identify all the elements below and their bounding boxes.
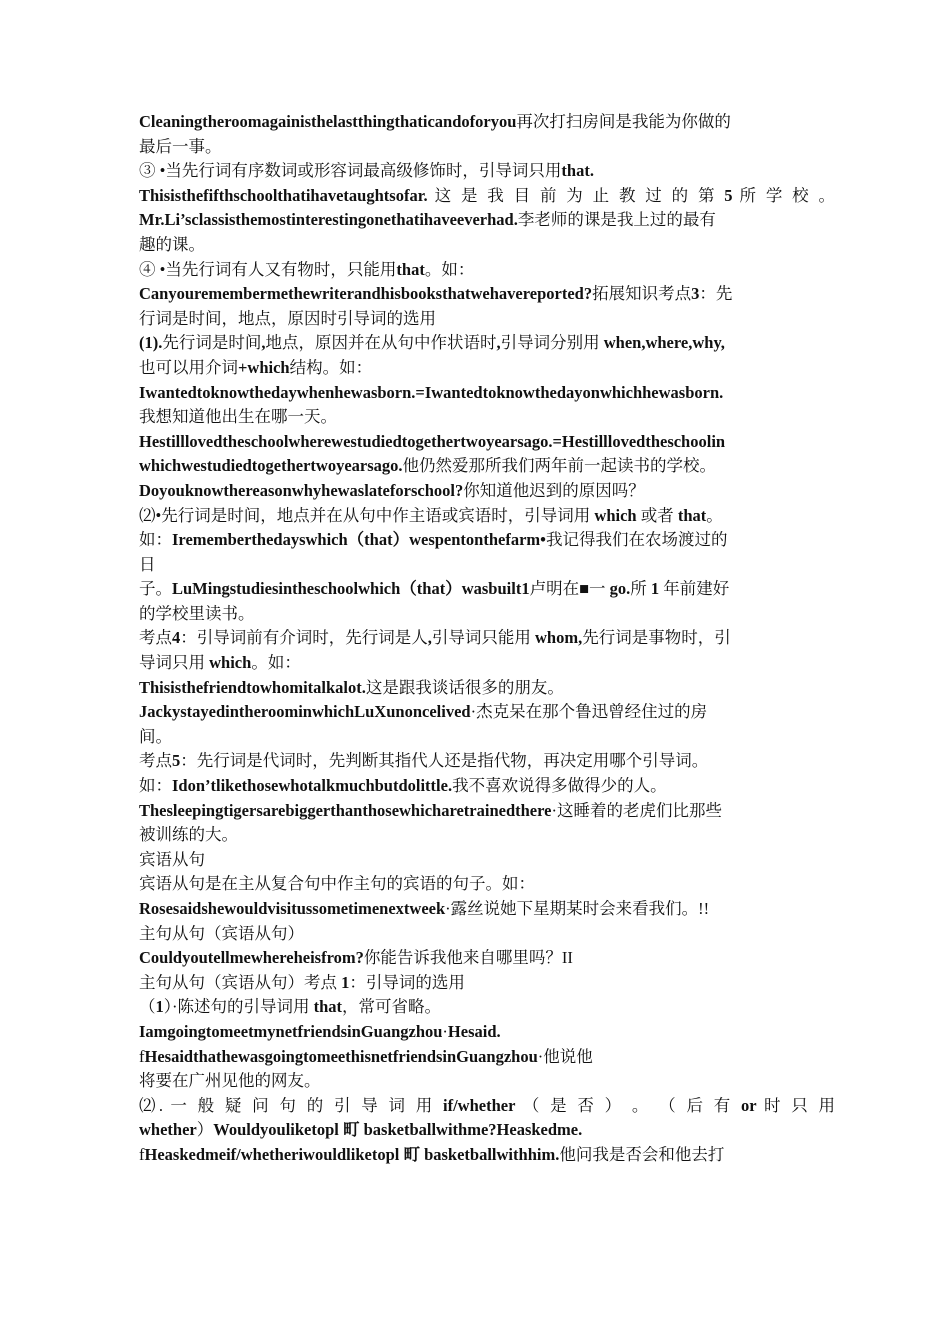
chinese-text: （ [139, 997, 156, 1017]
english-text: (1). [139, 333, 163, 353]
text-line [139, 454, 835, 479]
english-text: IamgoingtomeetmynetfriendsinGuangzhou [139, 1021, 443, 1041]
english-text: whether [139, 1120, 197, 1140]
english-text: whom, [530, 628, 583, 648]
chinese-text: 宾语从句是在主从复合句中作主句的宾语的句子。如： [139, 874, 535, 894]
chinese-text: 行词是时间，地点，原因时引导词的选用 [139, 308, 436, 328]
chinese-text: 拓展知识考点 [592, 284, 692, 304]
chinese-text: 考点 [139, 628, 172, 648]
text-line [139, 307, 835, 332]
english-text: go. [605, 579, 631, 599]
english-text: or [740, 1095, 757, 1115]
text-line [139, 135, 835, 160]
english-text: LuMingstudiesintheschoolwhich（that）wasbuilt1 [172, 579, 530, 599]
text-line [139, 799, 835, 824]
english-text: 5 [724, 185, 733, 205]
text-line [139, 774, 835, 799]
english-text: +which [238, 357, 290, 377]
chinese-text: ④ •当先行词有人又有物时，只能用 [139, 259, 397, 279]
chinese-text: 或者 [636, 505, 678, 525]
text-line [139, 233, 835, 258]
chinese-text: 所 学 校 。 [732, 185, 836, 205]
english-text: 1 [337, 972, 350, 992]
chinese-text: 如： [139, 776, 172, 796]
text-line [139, 184, 835, 209]
chinese-text: 卢明在■一 [529, 579, 606, 599]
english-text: Doyouknowthereasonwhyhewaslateforschool? [139, 480, 464, 500]
chinese-text: 。如： [424, 259, 475, 279]
text-line [139, 479, 835, 504]
english-text: Canyouremembermethewriterandhisbooksthatwehavereported? [139, 284, 593, 304]
english-text: JackystayedintheroominwhichLuXunoncelived [139, 702, 471, 722]
english-text: 1 [155, 997, 164, 1017]
chinese-text: · [442, 1021, 448, 1041]
english-text: Wouldyouliketopl 町 basketballwithme?Heaskedme. [213, 1120, 583, 1140]
text-line [139, 971, 835, 996]
text-line [139, 897, 835, 922]
english-text: 5 [172, 751, 181, 771]
chinese-text: 你知道他迟到的原因吗？ [463, 480, 645, 500]
chinese-text: 他仍然爱那所我们两年前一起读书的学校。 [402, 456, 717, 476]
english-text: HesaidthathewasgoingtomeethisnetfriendsinGuangzhou [144, 1046, 538, 1066]
text-line [139, 1094, 835, 1119]
chinese-text: （ 是 否 ） 。 （ 后 有 [515, 1095, 741, 1115]
text-line [139, 356, 835, 381]
text-line [139, 676, 835, 701]
chinese-text: 趣的课。 [139, 234, 205, 254]
text-line [139, 749, 835, 774]
text-line [139, 700, 835, 725]
text-line [139, 1143, 835, 1168]
text-line [139, 405, 835, 430]
chinese-text: f [139, 1144, 145, 1164]
english-text: that. [561, 161, 594, 181]
english-text: that [309, 997, 343, 1017]
english-text: Rosesaidshewouldvisitussometimenextweek [139, 899, 446, 918]
chinese-text: 时 只 用 [756, 1095, 836, 1115]
chinese-text: ·这睡着的老虎们比那些 [551, 800, 722, 820]
english-text: Hestilllovedtheschoolwherewestudiedtogethertwoyearsago.=Hestilllovedtheschoolin [139, 431, 726, 451]
chinese-text: 日 [139, 554, 156, 574]
chinese-text: ）·陈述句的引导词用 [163, 997, 310, 1017]
text-line [139, 381, 835, 406]
chinese-text: 考点 [139, 751, 172, 771]
chinese-text: f [139, 1046, 145, 1066]
chinese-text: 。如： [251, 653, 301, 673]
chinese-text: 结构。如： [289, 357, 373, 377]
english-text: Hesaid. [447, 1021, 501, 1041]
chinese-text: 先行词是时间 [162, 333, 262, 353]
chinese-text: ⑵•先行词是时间，地点并在从句中作主语或宾语时，引导词用 [139, 505, 595, 525]
english-text: Idon’tlikethosewhotalkmuchbutdolittle. [172, 776, 453, 796]
text-line [139, 922, 835, 947]
text-line [139, 110, 835, 135]
chinese-text: 这 是 我 目 前 为 止 教 过 的 第 [427, 185, 725, 205]
english-text: Irememberthedayswhich（that）wespentonthefarm• [172, 530, 546, 550]
english-text: 3 [691, 284, 700, 304]
english-text: 4 [172, 628, 181, 648]
chinese-text: ·露丝说她下星期某时会来看我们。!! [445, 899, 710, 918]
chinese-text: 子。 [139, 579, 172, 599]
chinese-text: 最后一事。 [139, 136, 222, 156]
chinese-text: 引导词只能用 [431, 628, 531, 648]
english-text: which [205, 653, 252, 673]
chinese-text: 导词只用 [139, 653, 205, 673]
english-text: 1 [650, 579, 660, 599]
english-text: if/whether [443, 1095, 516, 1115]
text-line [139, 1020, 835, 1045]
chinese-text: 我记得我们在农场渡过的 [545, 530, 728, 550]
chinese-text: 引导词分别用 [500, 333, 600, 353]
english-text: which [594, 505, 637, 525]
english-text: whichwestudiedtogethertwoyearsago. [139, 456, 403, 476]
chinese-text: 的学校里读书。 [139, 603, 255, 623]
text-line [139, 528, 835, 553]
text-line [139, 651, 835, 676]
text-line [139, 1045, 835, 1070]
english-text: that [677, 505, 707, 525]
chinese-text: ⑵. 一 般 疑 问 句 的 引 导 词 用 [139, 1095, 444, 1115]
english-text: , [427, 628, 432, 648]
chinese-text: 我不喜欢说得多做得少的人。 [452, 776, 667, 796]
text-line [139, 848, 835, 873]
chinese-text: 先行词是事物时，引 [582, 628, 731, 648]
chinese-text: 所 [630, 579, 651, 599]
text-line [139, 725, 835, 750]
text-line [139, 553, 835, 578]
english-text: Thisisthefifthschoolthatihavetaughtsofar. [139, 185, 428, 205]
text-line [139, 995, 835, 1020]
chinese-text: 被训练的大。 [139, 825, 238, 845]
english-text: Couldyoutellmewhereheisfrom? [139, 948, 364, 968]
text-line [139, 946, 835, 971]
text-line [139, 504, 835, 529]
chinese-text: 你能告诉我他来自哪里吗？II [363, 948, 573, 968]
text-line [139, 626, 835, 651]
chinese-text: ：引导词的选用 [349, 972, 465, 992]
chinese-text: 宾语从句 [139, 849, 205, 869]
chinese-text: 间。 [139, 726, 172, 746]
text-line [139, 258, 835, 283]
chinese-text: ·他说他 [537, 1046, 593, 1066]
chinese-text: ，常可省略。 [342, 997, 442, 1017]
text-line [139, 159, 835, 184]
text-line [139, 1069, 835, 1094]
chinese-text: 如： [139, 530, 172, 550]
english-text: Mr.Li’sclassisthemostinterestingonethatihaveeverhad. [139, 210, 518, 230]
chinese-text: 这是跟我谈话很多的朋友。 [365, 677, 564, 697]
english-text: Thisisthefriendtowhomitalkalot. [139, 677, 366, 697]
chinese-text: 他问我是否会和他去打 [559, 1144, 725, 1164]
english-text: Cleaningtheroomagainisthelastthingthaticandoforyou [139, 112, 517, 131]
chinese-text: ） [196, 1120, 214, 1140]
chinese-text: ：先行词是代词时，先判断其指代人还是指代物，再决定用哪个引导词。 [180, 751, 709, 771]
english-text: that [396, 259, 425, 279]
text-line [139, 823, 835, 848]
text-line [139, 208, 835, 233]
chinese-text: 年前建好 [659, 579, 730, 599]
chinese-text: 地点，原因并在从句中作状语时 [265, 333, 497, 353]
text-line [139, 602, 835, 627]
english-text: Thesleepingtigersarebiggerthanthosewhicharetrainedthere [139, 800, 552, 820]
chinese-text: 主句从句（宾语从句）考点 [139, 972, 337, 992]
chinese-text: 。 [706, 505, 723, 525]
chinese-text: ：先 [699, 284, 733, 304]
chinese-text: ·杰克呆在那个鲁迅曾经住过的房 [470, 702, 708, 722]
chinese-text: 我想知道他出生在哪一天。 [139, 407, 337, 427]
chinese-text: ：引导词前有介词时，先行词是人 [180, 628, 428, 648]
text-line [139, 577, 835, 602]
chinese-text: 也可以用介词 [139, 357, 238, 377]
chinese-text: 主句从句（宾语从句） [139, 923, 304, 943]
chinese-text: 将要在广州见他的网友。 [139, 1071, 321, 1091]
document-page [139, 110, 835, 1168]
chinese-text: 再次打扫房间是我能为你做的 [516, 112, 731, 131]
text-line [139, 282, 835, 307]
text-line [139, 1118, 835, 1143]
english-text: Iwantedtoknowthedaywhenhewasborn.=Iwantedtoknowthedayonwhichhewasborn. [139, 382, 724, 402]
chinese-text: ③ •当先行词有序数词或形容词最高级修饰时，引导词只用 [139, 161, 562, 181]
text-line [139, 430, 835, 455]
english-text: , [496, 333, 501, 353]
text-line [139, 872, 835, 897]
english-text: when,where,why, [599, 333, 725, 353]
chinese-text: 李老师的课是我上过的最有 [517, 210, 716, 230]
english-text: Heaskedmeif/whetheriwouldliketopl 町 basketballwithhim. [144, 1144, 560, 1164]
text-line [139, 331, 835, 356]
english-text: , [261, 333, 266, 353]
